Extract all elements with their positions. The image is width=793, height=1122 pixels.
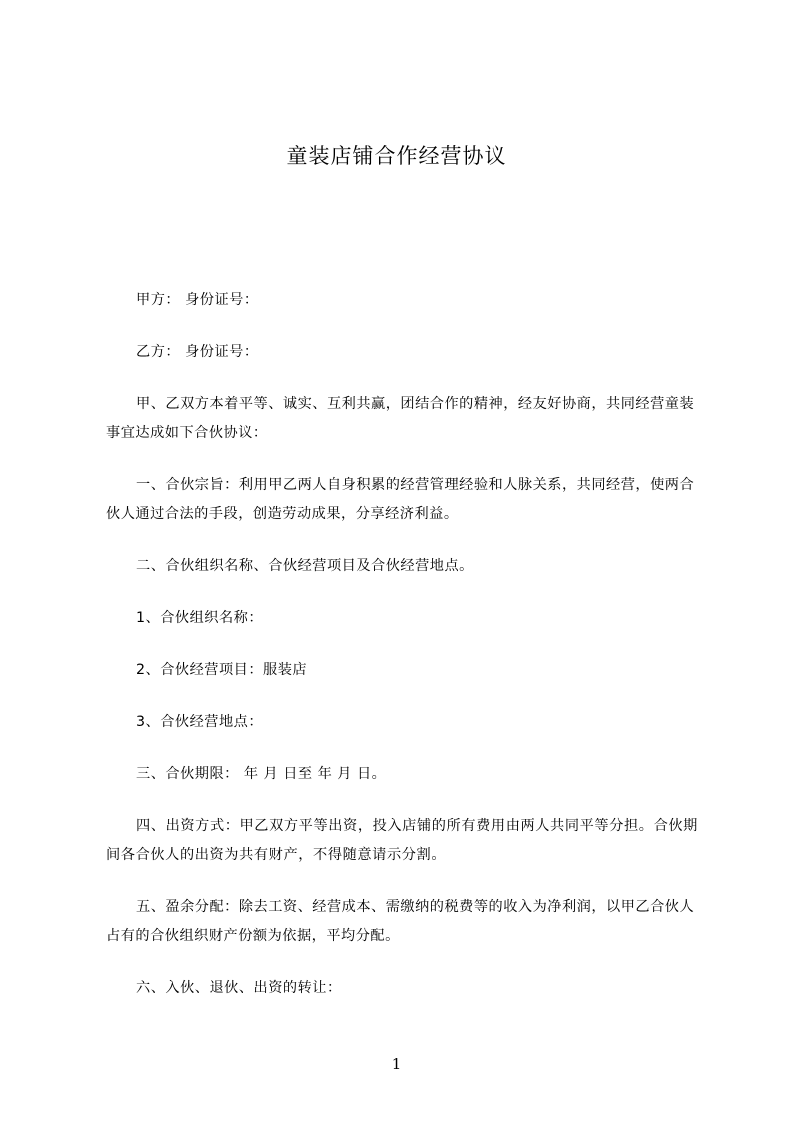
clause-6-heading: 六、入伙、退伙、出资的转让： bbox=[136, 980, 342, 996]
clause-3-term: 三、合伙期限： 年 月 日至 年 月 日。 bbox=[136, 766, 387, 782]
document-body bbox=[106, 286, 708, 1026]
clause-2-item-1: 1、合伙组织名称： bbox=[136, 610, 264, 626]
party-a-line: 甲方： 身份证号： bbox=[136, 292, 259, 308]
clause-4-contribution: 四、出资方式：甲乙双方平等出资，投入店铺的所有费用由两人共同平等分担。合伙期间各合伙人的出资为共有财产，不得随意请示分割。 bbox=[106, 818, 698, 863]
page-number: 1 bbox=[391, 1055, 402, 1073]
clause-2-item-2: 2、合伙经营项目：服装店 bbox=[136, 662, 308, 678]
preamble-paragraph: 甲、乙双方本着平等、诚实、互利共赢，团结合作的精神，经友好协商，共同经营童装事宜达成如下合伙协议： bbox=[106, 396, 695, 441]
clause-2-heading: 二、合伙组织名称、合伙经营项目及合伙经营地点。 bbox=[136, 558, 474, 574]
document-title: 童装店铺合作经营协议 bbox=[286, 144, 507, 168]
clause-1-purpose: 一、合伙宗旨：利用甲乙两人自身积累的经营管理经验和人脉关系，共同经营，使两合伙人通过合法的手段，创造劳动成果，分享经济利益。 bbox=[106, 477, 695, 522]
party-b-line: 乙方： 身份证号： bbox=[136, 344, 259, 360]
clause-5-profit-distribution: 五、盈余分配：除去工资、经营成本、需缴纳的税费等的收入为净利润，以甲乙合伙人占有的合伙组织财产份额为依据，平均分配。 bbox=[106, 899, 695, 944]
clause-2-item-3: 3、合伙经营地点： bbox=[136, 714, 264, 730]
